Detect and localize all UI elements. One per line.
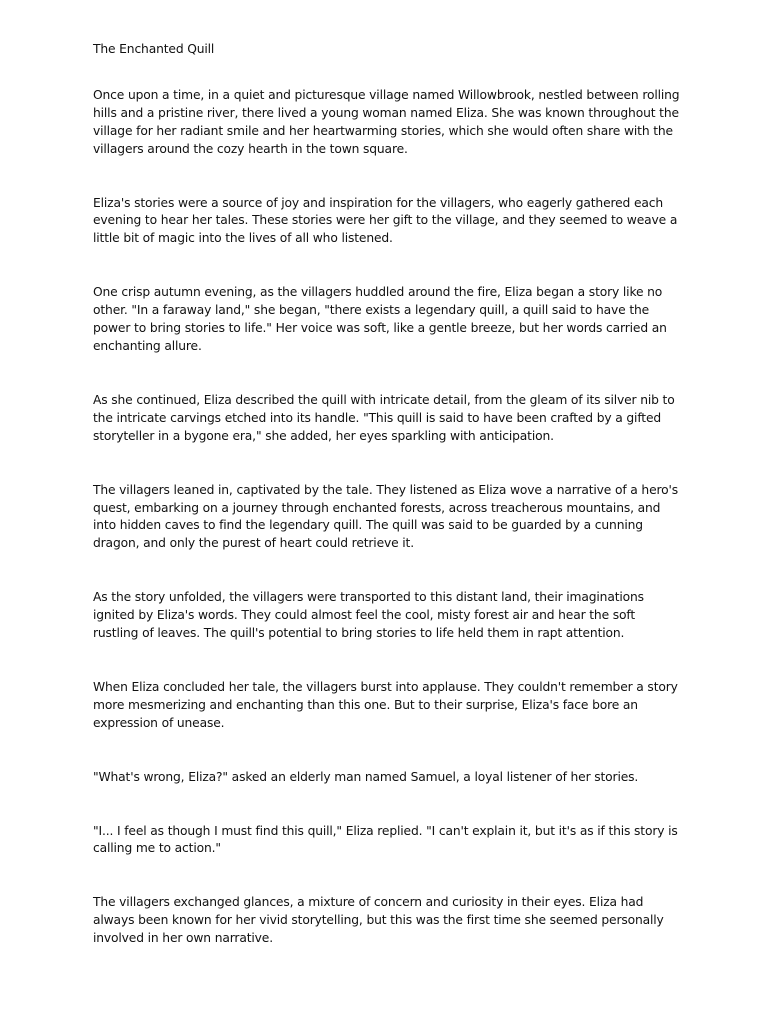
paragraph: As she continued, Eliza described the quill with intricate detail, from the gleam of its silver nib to the intricate carvings etched into its handle. "This quill is said to have been crafted by a gifted storyteller in a bygone era," she added, her eyes sparkling with anticipation.: [93, 392, 675, 443]
document-page: [93, 41, 683, 984]
paragraph: The villagers exchanged glances, a mixture of concern and curiosity in their eyes. Eliza had always been known for her vivid storytelling, but this was the first time she seemed personally involved in her own narrative.: [93, 895, 664, 946]
document-title: The Enchanted Quill: [93, 42, 215, 56]
paragraph: "What's wrong, Eliza?" asked an elderly man named Samuel, a loyal listener of her stories.: [93, 769, 639, 784]
paragraph: "I... I feel as though I must find this quill," Eliza replied. "I can't explain it, but it's as if this story is calling me to action.": [93, 823, 678, 856]
paragraph: As the story unfolded, the villagers were transported to this distant land, their imaginations ignited by Eliza's words. They could almost feel the cool, misty forest air and hear the soft rustling of leaves. The quill's potential to bring stories to life held them in rapt attention.: [93, 590, 644, 641]
paragraph: Eliza's stories were a source of joy and inspiration for the villagers, who eagerly gathered each evening to hear her tales. These stories were her gift to the village, and they seemed to weave a little bit of magic into the lives of all who listened.: [93, 195, 678, 246]
paragraph: When Eliza concluded her tale, the villagers burst into applause. They couldn't remember a story more mesmerizing and enchanting than this one. But to their surprise, Eliza's face bore an expression of unease.: [93, 679, 678, 730]
paragraph: One crisp autumn evening, as the villagers huddled around the fire, Eliza began a story like no other. "In a faraway land," she began, "there exists a legendary quill, a quill said to have the power to bring stories to life." Her voice was soft, like a gentle breeze, but her words carried an enchanting allure.: [93, 285, 667, 353]
paragraph: The villagers leaned in, captivated by the tale. They listened as Eliza wove a narrative of a hero's quest, embarking on a journey through enchanted forests, across treacherous mountains, and into hidden caves to find the legendary quill. The quill was said to be guarded by a cunning dragon, and only the purest of heart could retrieve it.: [93, 482, 678, 551]
paragraph: Once upon a time, in a quiet and picturesque village named Willowbrook, nestled between rolling hills and a pristine river, there lived a young woman named Eliza. She was known throughout the village for her radiant smile and her heartwarming stories, which she would often share with the villagers around the cozy hearth in the town square.: [93, 87, 680, 156]
